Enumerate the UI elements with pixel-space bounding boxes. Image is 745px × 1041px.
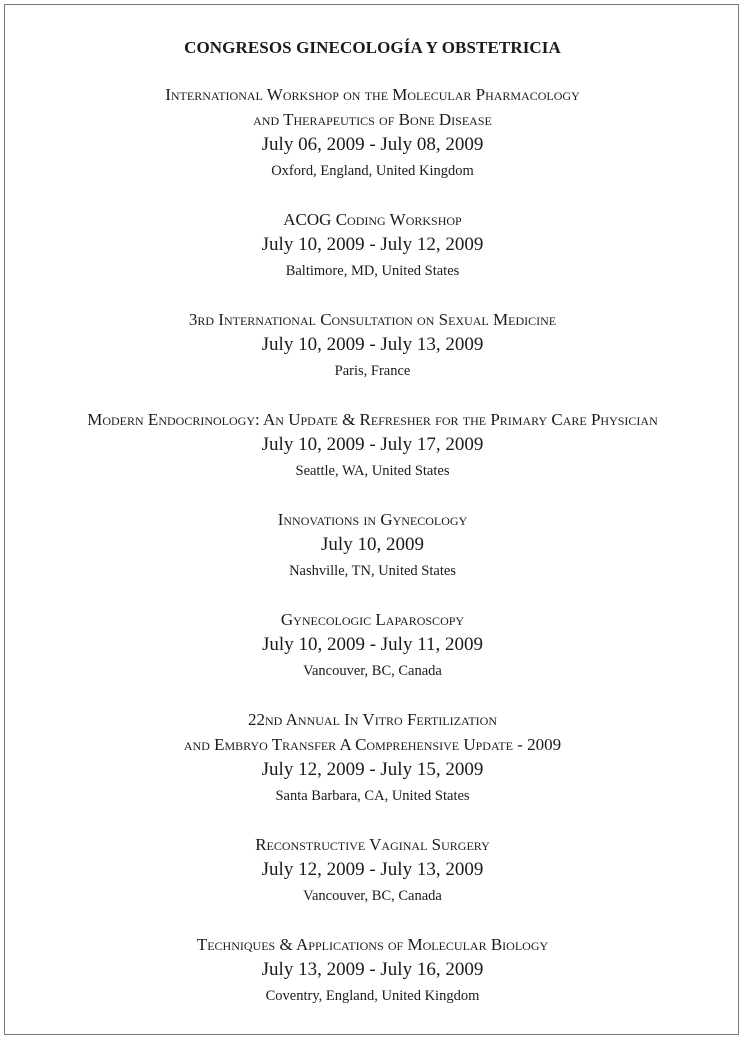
event-location: Seattle, WA, United States <box>295 463 450 479</box>
event-dates: July 10, 2009 - July 13, 2009 <box>261 334 484 355</box>
event-item <box>0 832 745 909</box>
event-item <box>0 207 745 284</box>
event-item <box>0 932 745 1009</box>
event-item <box>0 707 745 809</box>
event-item <box>0 507 745 584</box>
event-dates: July 12, 2009 - July 15, 2009 <box>261 759 484 780</box>
event-location: Vancouver, BC, Canada <box>303 888 442 904</box>
event-name-line: Innovations in Gynecology <box>277 510 468 529</box>
event-location: Coventry, England, United Kingdom <box>265 988 480 1004</box>
event-dates: July 12, 2009 - July 13, 2009 <box>261 859 484 880</box>
event-name-line: 3rd International Consultation on Sexual Medicine <box>188 310 557 329</box>
event-location: Baltimore, MD, United States <box>285 263 460 279</box>
event-location: Oxford, England, United Kingdom <box>271 163 474 179</box>
event-item <box>0 307 745 384</box>
event-location: Paris, France <box>334 363 411 379</box>
event-dates: July 10, 2009 - July 12, 2009 <box>261 234 484 255</box>
page-title: CONGRESOS GINECOLOGÍA Y OBSTETRICIA <box>184 38 561 57</box>
event-name-line: 22nd Annual In Vitro Fertilization <box>247 710 497 729</box>
event-name-line: Gynecologic Laparoscopy <box>280 610 465 629</box>
event-item <box>0 607 745 684</box>
event-location: Santa Barbara, CA, United States <box>275 788 470 804</box>
event-list <box>0 82 745 1032</box>
event-item <box>0 407 745 484</box>
event-name-line: International Workshop on the Molecular Pharmacology <box>165 85 580 104</box>
event-dates: July 06, 2009 - July 08, 2009 <box>261 134 484 155</box>
event-dates: July 10, 2009 <box>321 534 424 555</box>
event-location: Vancouver, BC, Canada <box>303 663 442 679</box>
event-dates: July 10, 2009 - July 11, 2009 <box>262 634 483 655</box>
event-name-line: and Embryo Transfer A Comprehensive Update - 2009 <box>183 735 562 754</box>
event-name-line: Techniques & Applications of Molecular Biology <box>196 935 549 954</box>
event-dates: July 13, 2009 - July 16, 2009 <box>261 959 484 980</box>
event-name-line: and Therapeutics of Bone Disease <box>253 110 492 129</box>
event-name-line: ACOG Coding Workshop <box>283 210 462 229</box>
event-name-line: Reconstructive Vaginal Surgery <box>255 835 490 854</box>
event-location: Nashville, TN, United States <box>289 563 456 579</box>
event-item <box>0 82 745 184</box>
event-name-line: Modern Endocrinology: An Update & Refresher for the Primary Care Physician <box>87 410 658 429</box>
event-dates: July 10, 2009 - July 17, 2009 <box>261 434 484 455</box>
